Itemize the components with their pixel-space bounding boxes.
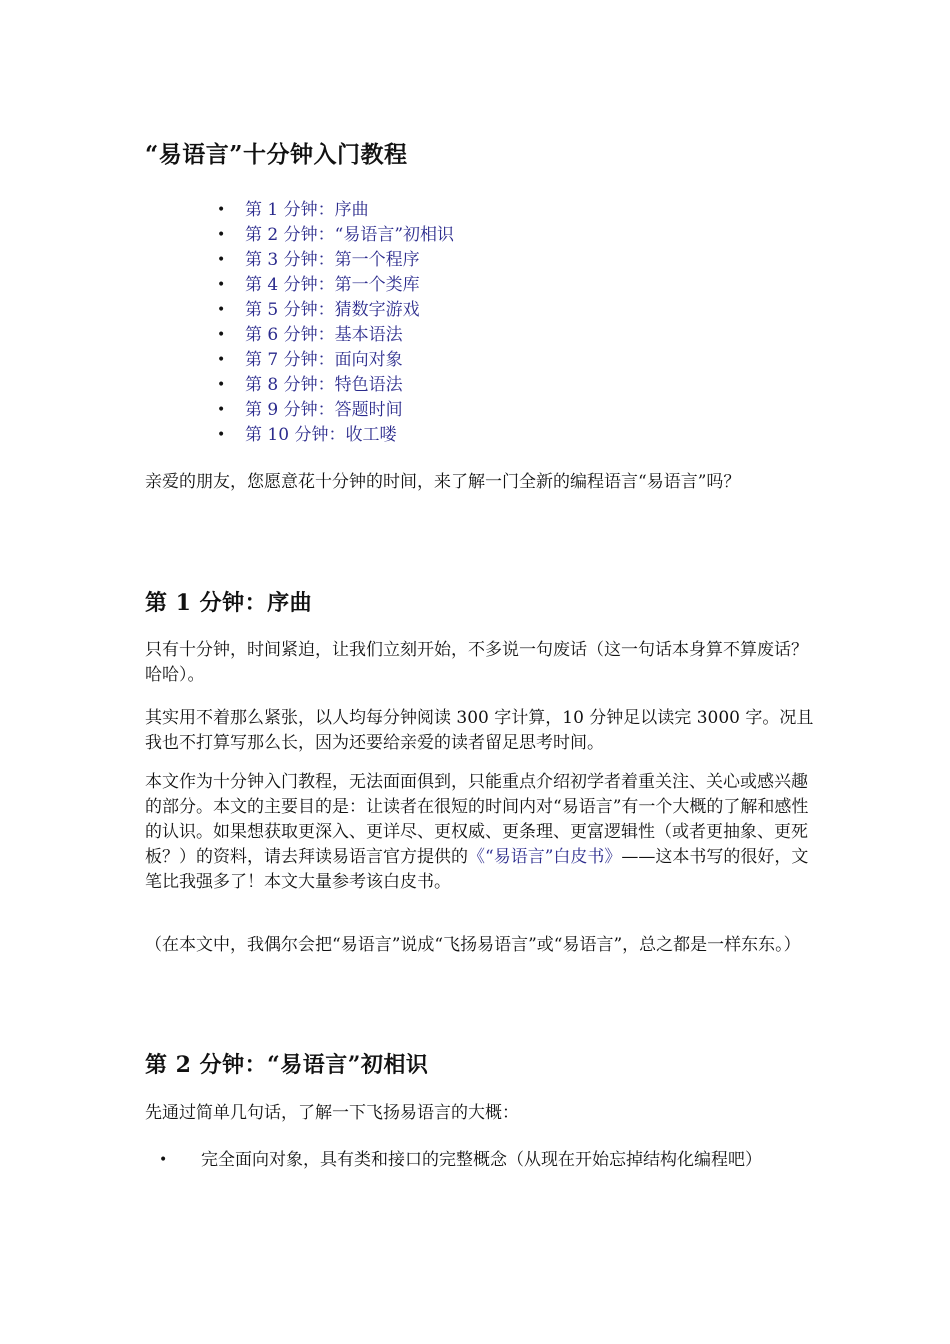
toc-item [217,223,454,248]
toc-item [217,348,454,373]
toc-link-7[interactable]: 第 7 分钟：面向对象 [245,350,403,370]
toc-link-1[interactable]: 第 1 分钟：序曲 [245,200,369,220]
bullet-icon: • [217,227,226,243]
toc-link-9[interactable]: 第 9 分钟：答题时间 [245,400,403,420]
toc-link-4[interactable]: 第 4 分钟：第一个类库 [245,275,420,295]
section-heading-1: 第 1 分钟：序曲 [145,590,313,616]
toc-item [217,273,454,298]
document-title: “易语言”十分钟入门教程 [145,141,408,168]
section1-paragraph-2: 其实用不着那么紧张，以人均每分钟阅读 300 字计算，10 分钟足以读完 3000 字。况且我也不打算写那么长，因为还要给亲爱的读者留足思考时间。 [145,708,814,753]
bullet-icon: • [217,202,226,218]
toc-item [217,248,454,273]
section2-paragraph-1: 先通过简单几句话，了解一下飞扬易语言的大概： [145,1103,519,1123]
intro-paragraph: 亲爱的朋友，您愿意花十分钟的时间，来了解一门全新的编程语言“易语言”吗？ [145,472,741,492]
bullet-icon: • [217,252,226,268]
toc-link-3[interactable]: 第 3 分钟：第一个程序 [245,250,420,270]
bullet-icon: • [217,302,226,318]
bullet-icon: • [217,277,226,293]
section1-paragraph-3 [145,770,815,895]
paragraph-text: ——这本书写的很好，文笔比我强多了！本文大量参考该白皮书。 [145,847,809,892]
toc-link-2[interactable]: 第 2 分钟：“易语言”初相识 [245,225,455,245]
bullet-icon: • [217,352,226,368]
toc-item [217,198,454,223]
bullet-icon: • [217,402,226,418]
toc-link-6[interactable]: 第 6 分钟：基本语法 [245,325,403,345]
toc-item [217,298,454,323]
bullet-icon: • [217,377,226,393]
paragraph-text: 本文作为十分钟入门教程，无法面面俱到，只能重点介绍初学者着重关注、关心或感兴趣的部分。本文的主要目的是：让读者在很短的时间内对“易语言”有一个大概的了解和感性的认识。如果想获取更深入、更详尽、更权威、更条理、更富逻辑性（或者更抽象、更死板？）的资料，请去拜读易语言官方提供的 [145,772,809,867]
whitepaper-link[interactable]: 《“易语言”白皮书》 [468,847,622,867]
toc-link-5[interactable]: 第 5 分钟：猜数字游戏 [245,300,420,320]
bullet-icon: • [217,427,226,443]
section1-paragraph-1: 只有十分钟，时间紧迫，让我们立刻开始，不多说一句废话（这一句话本身算不算废话？哈哈）。 [145,640,808,685]
feature-list [145,1148,815,1173]
toc-item [217,323,454,348]
toc-item [217,373,454,398]
toc-item [217,423,454,448]
bullet-icon: • [217,327,226,343]
toc-item [217,398,454,423]
toc-link-10[interactable]: 第 10 分钟：收工喽 [245,425,397,445]
table-of-contents [217,198,454,448]
section1-paragraph-4: （在本文中，我偶尔会把“易语言”说成“飞扬易语言”或“易语言”，总之都是一样东东。） [145,935,801,955]
section-heading-2: 第 2 分钟：“易语言”初相识 [145,1052,429,1078]
list-item [145,1148,815,1173]
bullet-icon: • [159,1152,168,1168]
toc-link-8[interactable]: 第 8 分钟：特色语法 [245,375,403,395]
feature-text: 完全面向对象，具有类和接口的完整概念（从现在开始忘掉结构化编程吧） [201,1150,762,1170]
